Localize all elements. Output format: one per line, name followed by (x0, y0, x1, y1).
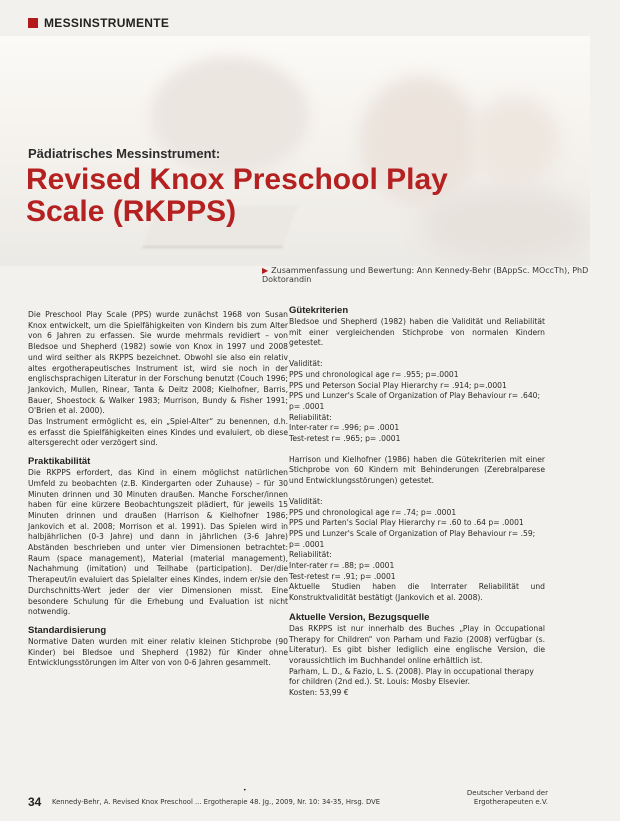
author-line (262, 266, 620, 284)
stat-line: PPS und Lunzer's Scale of Organization of Play Behaviour r= .59; p= .0001 (289, 528, 536, 549)
section-heading-guetekriterien: Gütekriterien (289, 305, 349, 316)
stat-line: PPS und chronological age r= .74; p= .0001 (289, 507, 457, 517)
column-right (289, 305, 545, 699)
version-paragraph: Das RKPPS ist nur innerhalb des Buches „Play in Occupational Therapy for Children“ von Parham und Fazio (2008) verfügbar (s. Literatur). Es gibt bisher lediglich eine englische Version, die voraussichtlich im Buchhandel online erhältlich ist. (289, 623, 545, 665)
stat-line: Test-retest r= .91; p= .0001 (289, 571, 396, 581)
association-line: Ergotherapeuten e.V. (473, 798, 548, 806)
association-line: Deutscher Verband der (466, 789, 548, 797)
stat-line: PPS und Peterson Social Play Hierarchy r= .914; p=.0001 (289, 380, 507, 390)
aktuell-note: Aktuelle Studien haben die Interrater Reliabilität und Konstruktvalidität bestätigt (Jankovich et al. 2008). (289, 582, 545, 603)
stat-line: Inter-rater r= .996; p= .0001 (289, 423, 400, 433)
footer-dot: • (243, 787, 247, 794)
harrison-paragraph: Harrison und Kielhofner (1986) haben die Gütekriterien mit einer Stichprobe von 60 Kindern mit Behinderungen (Zerebralparese und Entwicklungsstörungen) getestet. (289, 454, 545, 486)
section-heading-praktikabilitaet: Praktikabilität (28, 456, 91, 468)
page-footer (28, 789, 548, 817)
intro-paragraph: Die Preschool Play Scale (PPS) wurde zunächst 1968 von Susan Knox entwickelt, um die Spielfähigkeiten von Kindern bis zum Alter von 6 Jahren zu erfassen. Sie wurde mehrmals revidiert – von Bledsoe und Shepherd (1982) sowie von Knox in 1997 und 2008 und wird seither als RKPPS bezeichnet. Obwohl sie also ein relativ altes ergotherapeutisches Instrument ist, wird sie noch in der englischsprachigen Literatur in der Forschung benutzt (Couch 1996; Jankovich, Mullen, Rinear, Tanta & Deitz 2008; Kielhofner, Barris, Bauer, Shoestock & Walker 1983; Murrison, Bundy & Fisher 1991; O'Brien et al. 2000). (28, 310, 288, 416)
reference-line: Parham, L. D., & Fazio, L. S. (2008). Play in occupational therapy for children (2nd ed.). St. Louis: Mosby Elsevier. (289, 666, 534, 687)
praktikabilitaet-paragraph: Die RKPPS erfordert, das Kind in einem möglichst natürlichen Umfeld zu beobachten (z.B. Kindergarten oder Zuhause) – für 30 Minuten drinnen und 30 Minuten draußen. Manche Forscher/innen haben für eine kürzere Beobachtungszeit plädiert, für jeweils 15 Minuten drinnen und draußen (Harrison & Kielhofner 1986; Jankovich et al. 2008; Morrison et al. 1991). Das Spielen wird in halbjährlichen (0-3 Jahre) und dann in jährlichen (3-6 Jahre) Abständen beschrieben und unter vier Dimensionen betrachtet: Raum (space management), Material (material management), Nachahmung (imitation) und Teilhabe (participation). Der/die Therapeut/in evaluiert das Spielalter eines Kindes, indem er/sie den Durchschnitts-Wert jeder der vier Dimensionen misst. Eine besondere Schulung für die Erhebung und Evaluation ist nicht notwendig. (28, 468, 288, 617)
stat-line: Inter-rater r= .88; p= .0001 (289, 561, 395, 571)
author-text: Zusammenfassung und Bewertung: Ann Kennedy-Behr (BAppSc. MOccTh), PhD Doktorandin (262, 266, 589, 284)
cost-line: Kosten: 53,99 € (289, 688, 349, 698)
standardisierung-paragraph: Normative Daten wurden mit einer relativ kleinen Stichprobe (90 Kinder) bei Bledsoe und Shepherd (1982) für Kinder ohne Entwicklungsstörungen im Alter von von 0-6 Jahren gesammelt. (28, 636, 288, 668)
footer-citation: Kennedy-Behr, A. Revised Knox Preschool ... Ergotherapie 48. Jg., 2009, Nr. 10: 34-35, Hrsg. DVE (52, 798, 381, 806)
article-title: Revised Knox Preschool Play Scale (RKPPS) (26, 163, 448, 228)
article-supertitle: Pädiatrisches Messinstrument: (28, 146, 221, 161)
stat-line: Validität: (289, 496, 323, 506)
intro-paragraph: Das Instrument ermöglicht es, ein „Spiel-Alter“ zu benennen, d.h. es erfasst die Spielfähigkeiten eines Kindes und evaluiert, ob diese altersgerecht oder verzögert sind. (28, 417, 288, 448)
arrow-icon: ▶ (262, 266, 269, 275)
page-number: 34 (28, 795, 42, 809)
stat-line: Test-retest r= .965; p= .0001 (289, 434, 401, 444)
stat-line: PPS und chronological age r= .955; p=.0001 (289, 369, 459, 379)
column-left (28, 310, 288, 669)
section-heading-standardisierung: Standardisierung (28, 624, 107, 636)
guete-intro: Bledsoe und Shepherd (1982) haben die Validität und Reliabilität mit einer vergleichenden Stichprobe von normalen Kindern getestet. (289, 317, 545, 348)
stat-line: Reliabilität: (289, 412, 332, 422)
stat-line: PPS und Parten's Social Play Hierarchy r= .60 to .64 p= .0001 (289, 518, 524, 528)
stat-line: PPS und Lunzer's Scale of Organization of Play Behaviour r= .640; p= .0001 (289, 391, 541, 411)
stat-line: Reliabilität: (289, 550, 332, 560)
section-label: MESSINSTRUMENTE (44, 16, 170, 30)
publisher-association (467, 789, 548, 807)
section-marker-square (28, 18, 38, 28)
section-heading-version: Aktuelle Version, Bezugsquelle (289, 611, 430, 623)
section-header (28, 14, 169, 32)
stat-line: Validität: (289, 359, 323, 369)
